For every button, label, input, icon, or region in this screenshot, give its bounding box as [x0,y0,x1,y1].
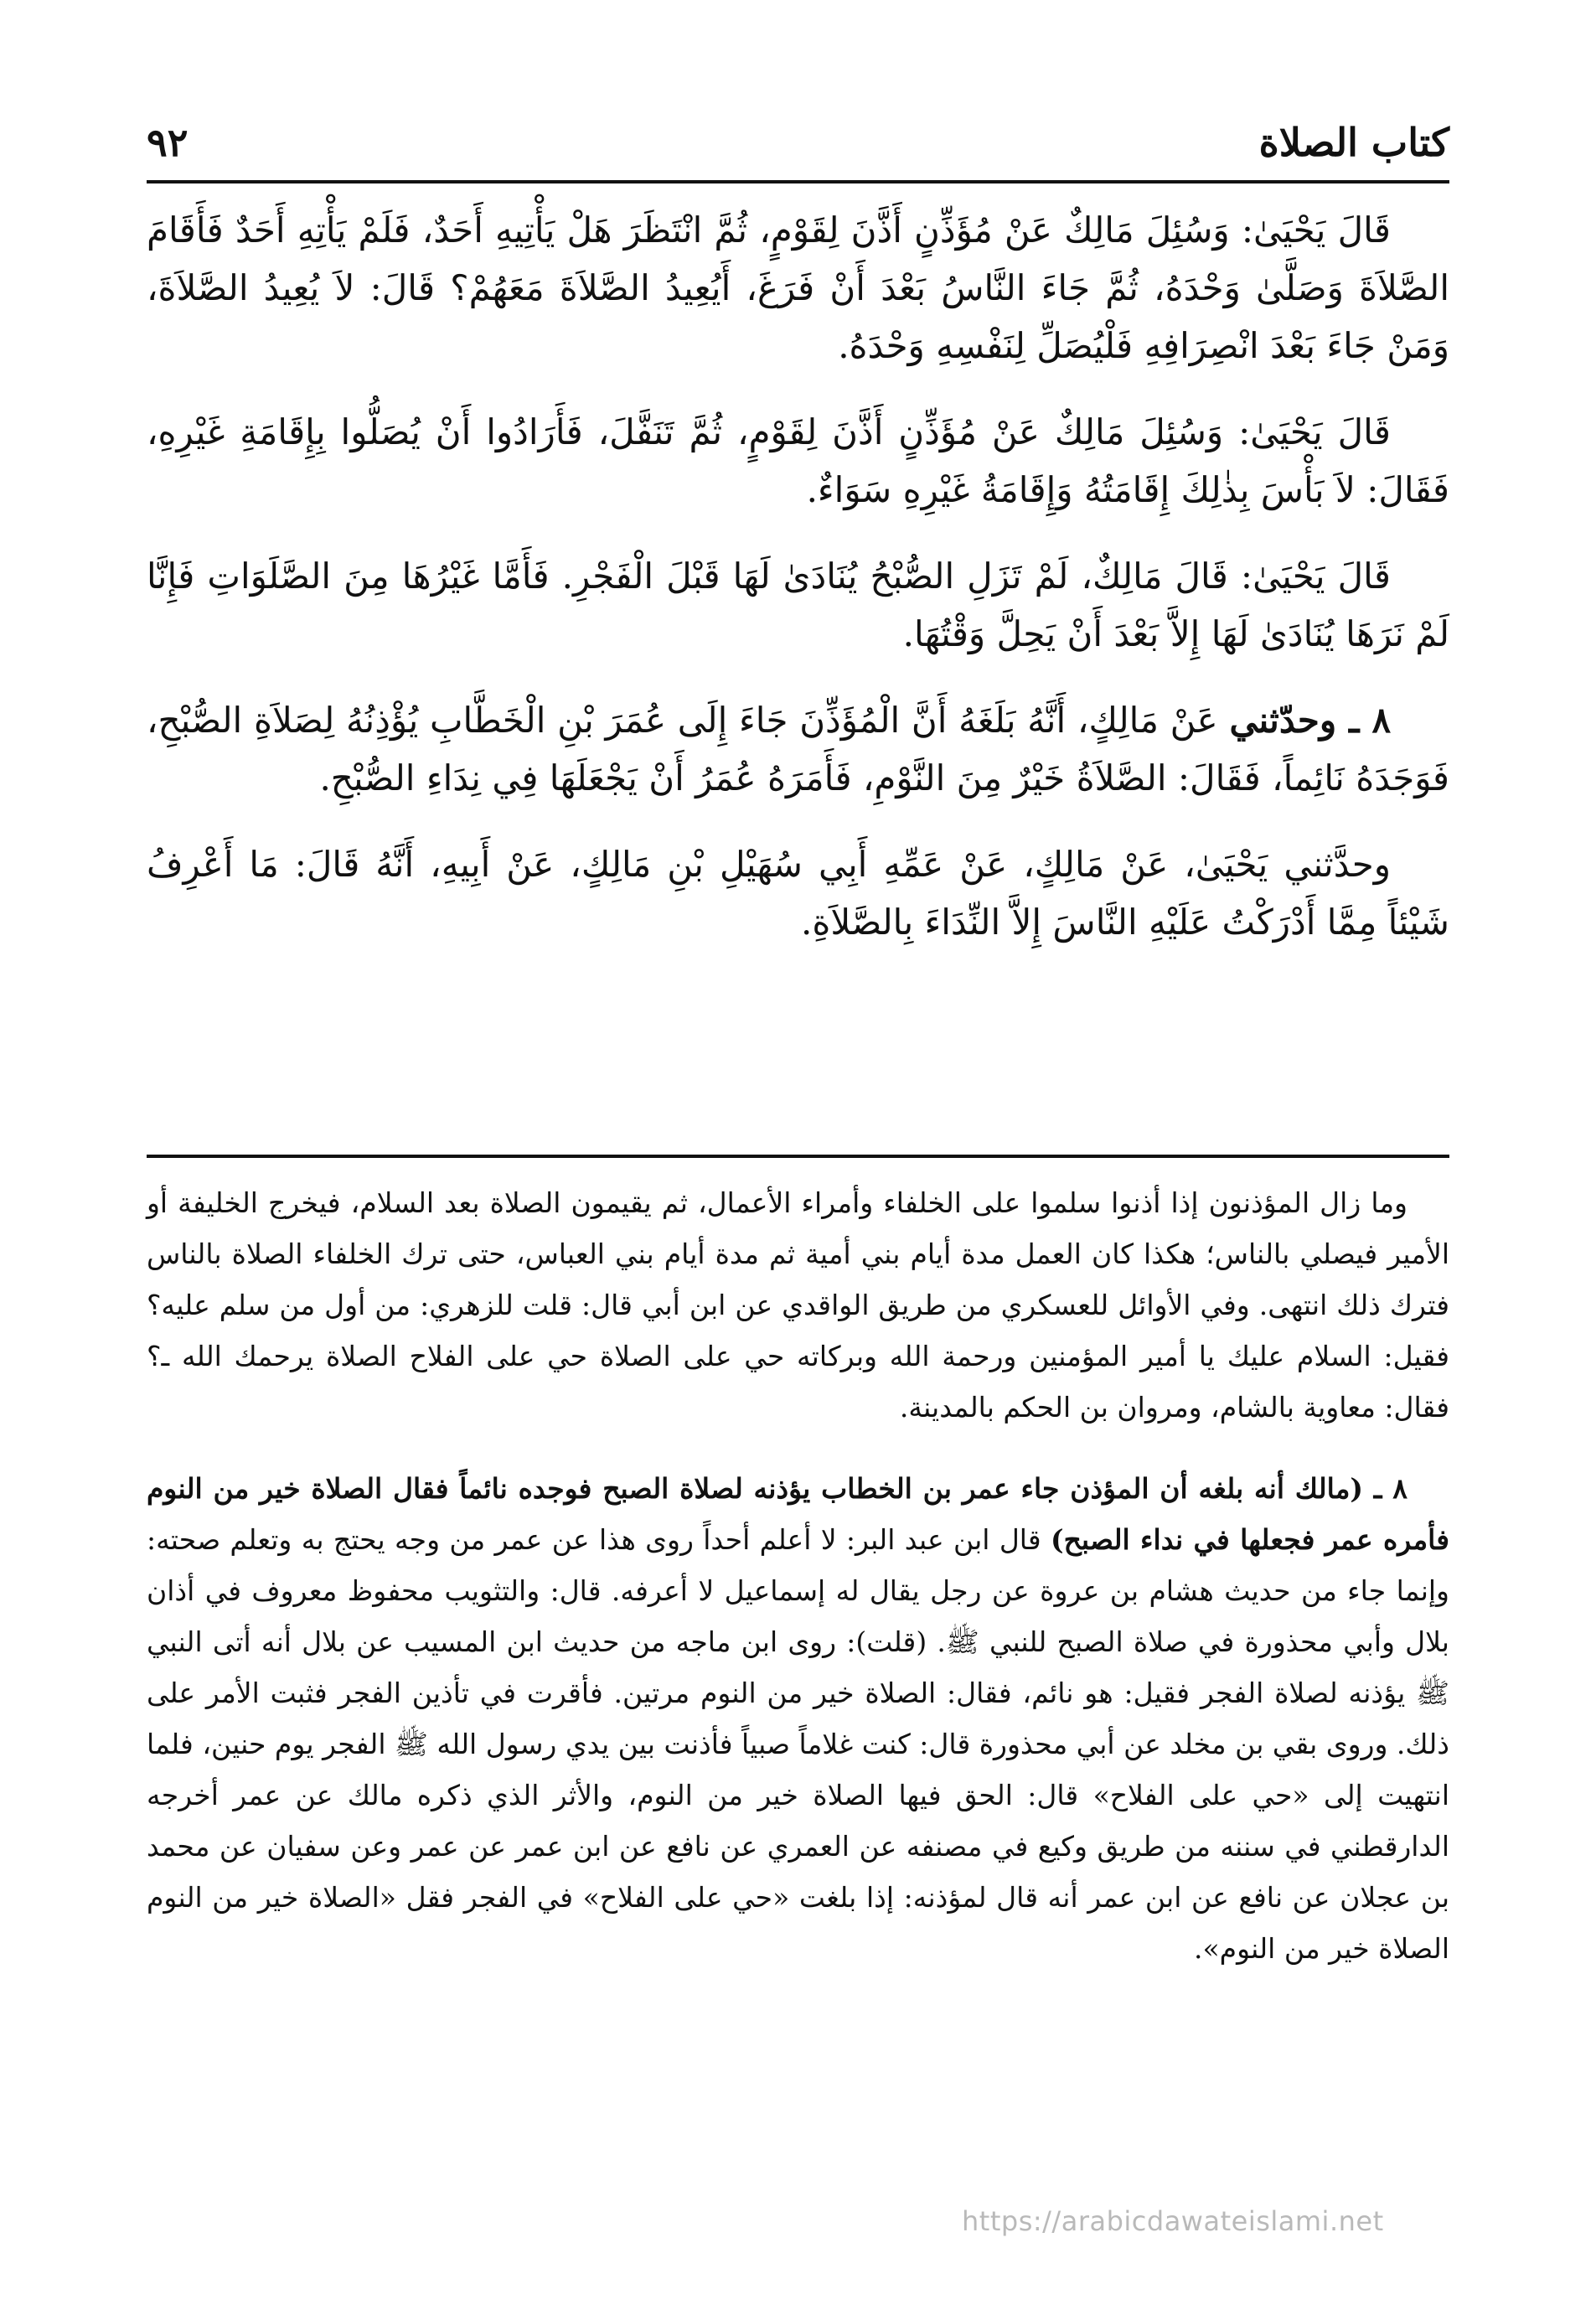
footnote-text: قال ابن عبد البر: لا أعلم أحداً روى هذا عن عمر من وجه يحتج به وتعلم صحته: وإنما جاء من حديث هشام بن عروة عن رجل يقال له إسماعيل لا أعرفه. قال: والتثويب محفوظ معروف في أذان بلال وأبي محذورة في صلاة الصبح للنبي ﷺ. (قلت): روى ابن ماجه من حديث ابن المسيب عن بلال أنه أتى النبي ﷺ يؤذنه لصلاة الفجر فقيل: هو نائم، فقال: الصلاة خير من النوم مرتين. فأقرت في تأذين الفجر فثبت الأمر على ذلك. وروى بقي بن مخلد عن أبي محذورة قال: كنت غلاماً صبياً فأذنت بين يدي رسول الله ﷺ الفجر يوم حنين، فلما انتهيت إلى «حي على الفلاح» قال: الحق فيها الصلاة خير من النوم، والأثر الذي ذكره مالك عن عمر أخرجه الدارقطني في سننه من طريق وكيع في مصنفه عن العمري عن نافع عن ابن عمر عن عمر وعن سفيان عن محمد بن عجلان عن نافع عن ابن عمر أنه قال لمؤذنه: إذا بلغت «حي على الفلاح» في الفجر فقل «الصلاة خير من النوم الصلاة خير من النوم». [147,1523,1449,1965]
footnote-text: وما زال المؤذنون إذا أذنوا سلموا على الخلفاء وأمراء الأعمال، ثم يقيمون الصلاة بعد السلام، فيخرج الخليفة أو الأمير فيصلي بالناس؛ هكذا كان العمل مدة أيام بني أمية ثم مدة أيام بني العباس، حتى ترك الخلفاء الصلاة بالناس فترك ذلك انتهى. وفي الأوائل للعسكري من طريق الواقدي عن ابن أبي قال: قلت للزهري: من أول من سلم عليه؟ فقيل: السلام عليك يا أمير المؤمنين ورحمة الله وبركاته حي على الصلاة حي على الفلاح الصلاة يرحمك الله ـ؟ فقال: معاوية بالشام، ومروان بن الحكم بالمدينة. [147,1186,1449,1424]
watermark-url: https://arabicdawateislami.net [962,2205,1384,2237]
footnote-divider [147,1155,1449,1158]
paragraph-text: قَالَ يَحْيَىٰ: وَسُئِلَ مَالِكٌ عَنْ مُؤَذِّنٍ أَذَّنَ لِقَوْمٍ، ثُمَّ انْتَظَرَ هَلْ يَأْتِيهِ أَحَدٌ، فَلَمْ يَأْتِهِ أَحَدٌ فَأَقَامَ الصَّلاَةَ وَصَلَّىٰ وَحْدَهُ، ثُمَّ جَاءَ النَّاسُ بَعْدَ أَنْ فَرَغَ، أَيُعِيدُ الصَّلاَةَ مَعَهُمْ؟ قَالَ: لاَ يُعِيدُ الصَّلاَةَ، وَمَنْ جَاءَ بَعْدَ انْصِرَافِهِ فَلْيُصَلِّ لِنَفْسِهِ وَحْدَهُ. [147,209,1449,366]
main-paragraph [147,201,1449,375]
footnote-paragraph [147,1463,1449,1974]
main-paragraph [147,835,1449,951]
footnote-paragraph [147,1177,1449,1433]
footnote-lead: ٨ ـ (مالك أنه بلغه أن المؤذن جاء عمر بن الخطاب يؤذنه لصلاة الصبح فوجده نائماً فقال الصلاة خير من النوم فأمره عمر فجعلها في نداء الصبح) [147,1472,1450,1556]
footnotes [147,1177,1449,1974]
page-header [147,113,1449,172]
main-text [147,201,1449,951]
main-paragraph [147,547,1449,663]
paragraph-text: عَنْ مَالِكٍ، أَنَّهُ بَلَغَهُ أَنَّ الْمُؤَذِّنَ جَاءَ إِلَى عُمَرَ بْنِ الْخَطَّابِ يُؤْذِنُهُ لِصَلاَةِ الصُّبْحِ، فَوَجَدَهُ نَائِماً، فَقَالَ: الصَّلاَةُ خَيْرٌ مِنَ النَّوْمِ، فَأَمَرَهُ عُمَرُ أَنْ يَجْعَلَهَا فِي نِدَاءِ الصُّبْحِ. [147,700,1449,798]
main-paragraph [147,691,1449,807]
main-paragraph [147,403,1449,519]
paragraph-text: قَالَ يَحْيَىٰ: وَسُئِلَ مَالِكٌ عَنْ مُؤَذِّنٍ أَذَّنَ لِقَوْمٍ، ثُمَّ تَنَفَّلَ، فَأَرَادُوا أَنْ يُصَلُّوا بِإِقَامَةِ غَيْرِهِ، فَقَالَ: لاَ بَأْسَ بِذٰلِكَ إِقَامَتُهُ وَإِقَامَةُ غَيْرِهِ سَوَاءٌ. [147,411,1449,510]
page-number: ٩٢ [147,120,189,165]
header-divider [147,180,1449,183]
paragraph-lead: ٨ ـ وحدّثني [1229,700,1391,741]
paragraph-text: وحدَّثني يَحْيَىٰ، عَنْ مَالِكٍ، عَنْ عَمِّهِ أَبِي سُهَيْلِ بْنِ مَالِكٍ، عَنْ أَبِيهِ، أَنَّهُ قَالَ: مَا أَعْرِفُ شَيْئاً مِمَّا أَدْرَكْتُ عَلَيْهِ النَّاسَ إِلاَّ النِّدَاءَ بِالصَّلاَةِ. [147,844,1449,943]
paragraph-text: قَالَ يَحْيَىٰ: قَالَ مَالِكٌ، لَمْ تَزَلِ الصُّبْحُ يُنَادَىٰ لَهَا قَبْلَ الْفَجْرِ. فَأَمَّا غَيْرُهَا مِنَ الصَّلَوَاتِ فَإِنَّا لَمْ نَرَهَا يُنَادَىٰ لَهَا إِلاَّ بَعْدَ أَنْ يَحِلَّ وَقْتُهَا. [147,556,1449,654]
book-title: كتاب الصلاة [1258,120,1449,165]
